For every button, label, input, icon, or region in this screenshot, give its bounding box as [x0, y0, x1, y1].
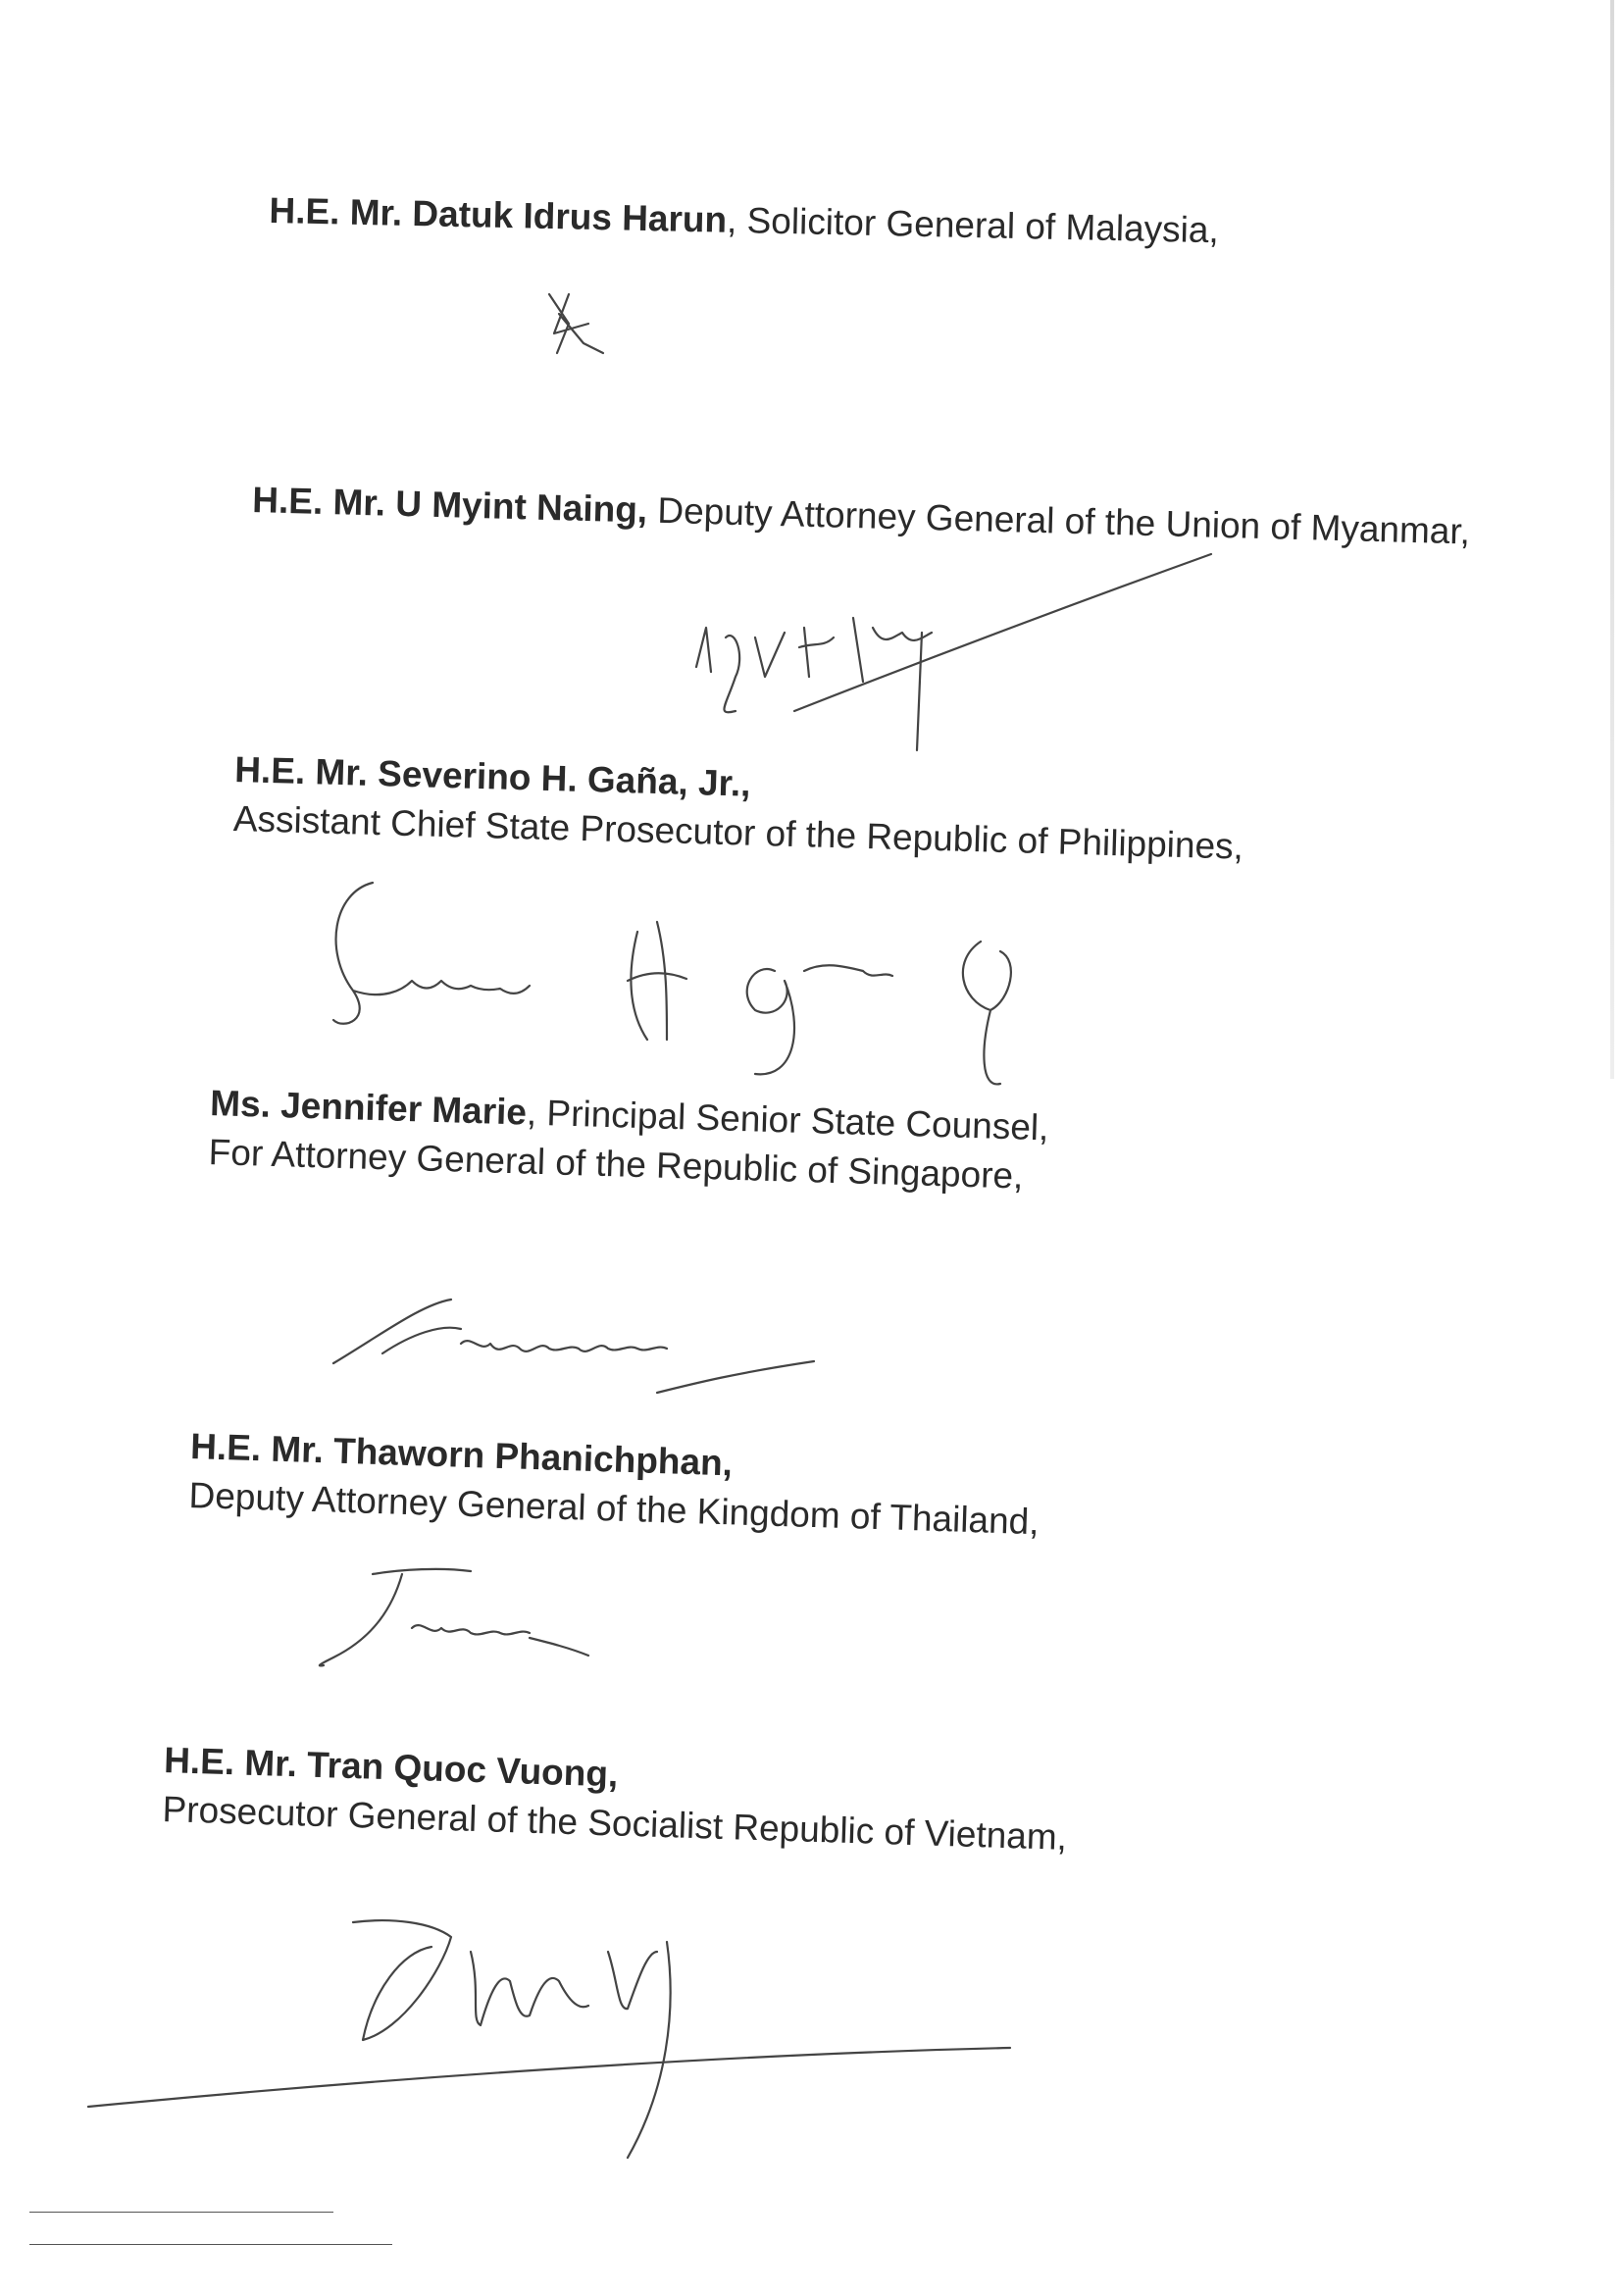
- signature-thailand: [304, 1559, 618, 1687]
- scan-edge-mark: [1610, 0, 1614, 1079]
- signatory-vietnam: [162, 1736, 1069, 1862]
- signatory-name: Severino H. Gaña, Jr.,: [377, 753, 752, 804]
- signatory-title-line: Prosecutor General of the Socialist Republic of Vietnam,: [162, 1788, 1068, 1858]
- signature-vietnam: [78, 1893, 1040, 2167]
- signatory-name: Tran Quoc Vuong,: [306, 1744, 619, 1795]
- signature-myanmar: [677, 539, 1226, 755]
- signature-philippines: [314, 863, 1118, 1098]
- signatory-title-line: Deputy Attorney General of the Kingdom of Thailand,: [188, 1474, 1040, 1543]
- signatory-name: Jennifer Marie: [279, 1085, 528, 1133]
- signatory-name: Datuk Idrus Harun: [412, 193, 728, 240]
- signatory-name: Thaworn Phanichphan,: [332, 1430, 734, 1484]
- signature-singapore: [324, 1285, 834, 1422]
- honorific: H.E. Mr.: [269, 189, 403, 233]
- signatory-thailand: [188, 1422, 1041, 1547]
- signatory-title-line: For Attorney General of the Republic of Singapore,: [208, 1131, 1024, 1197]
- signature-malaysia: [530, 275, 628, 373]
- signatory-philippines: [232, 745, 1245, 872]
- honorific: H.E. Mr.: [251, 479, 386, 524]
- signatory-malaysia: [269, 186, 1219, 255]
- signatory-name: U Myint Naing,: [394, 483, 648, 531]
- honorific: Ms.: [209, 1082, 272, 1125]
- signatory-title: Deputy Attorney General of the Union of Myanmar,: [646, 489, 1471, 552]
- honorific: H.E. Mr.: [163, 1739, 298, 1785]
- footnote-rule: [29, 2212, 333, 2213]
- signatory-title: , Solicitor General of Malaysia,: [726, 199, 1220, 251]
- signatory-name-line: [269, 186, 1219, 255]
- signatory-title-line: Assistant Chief State Prosecutor of the Republic of Philippines,: [232, 797, 1244, 867]
- footnote-rule: [29, 2244, 392, 2245]
- signatory-title: , Principal Senior State Counsel,: [526, 1092, 1050, 1148]
- honorific: H.E. Mr.: [189, 1425, 325, 1471]
- honorific: H.E. Mr.: [233, 748, 369, 793]
